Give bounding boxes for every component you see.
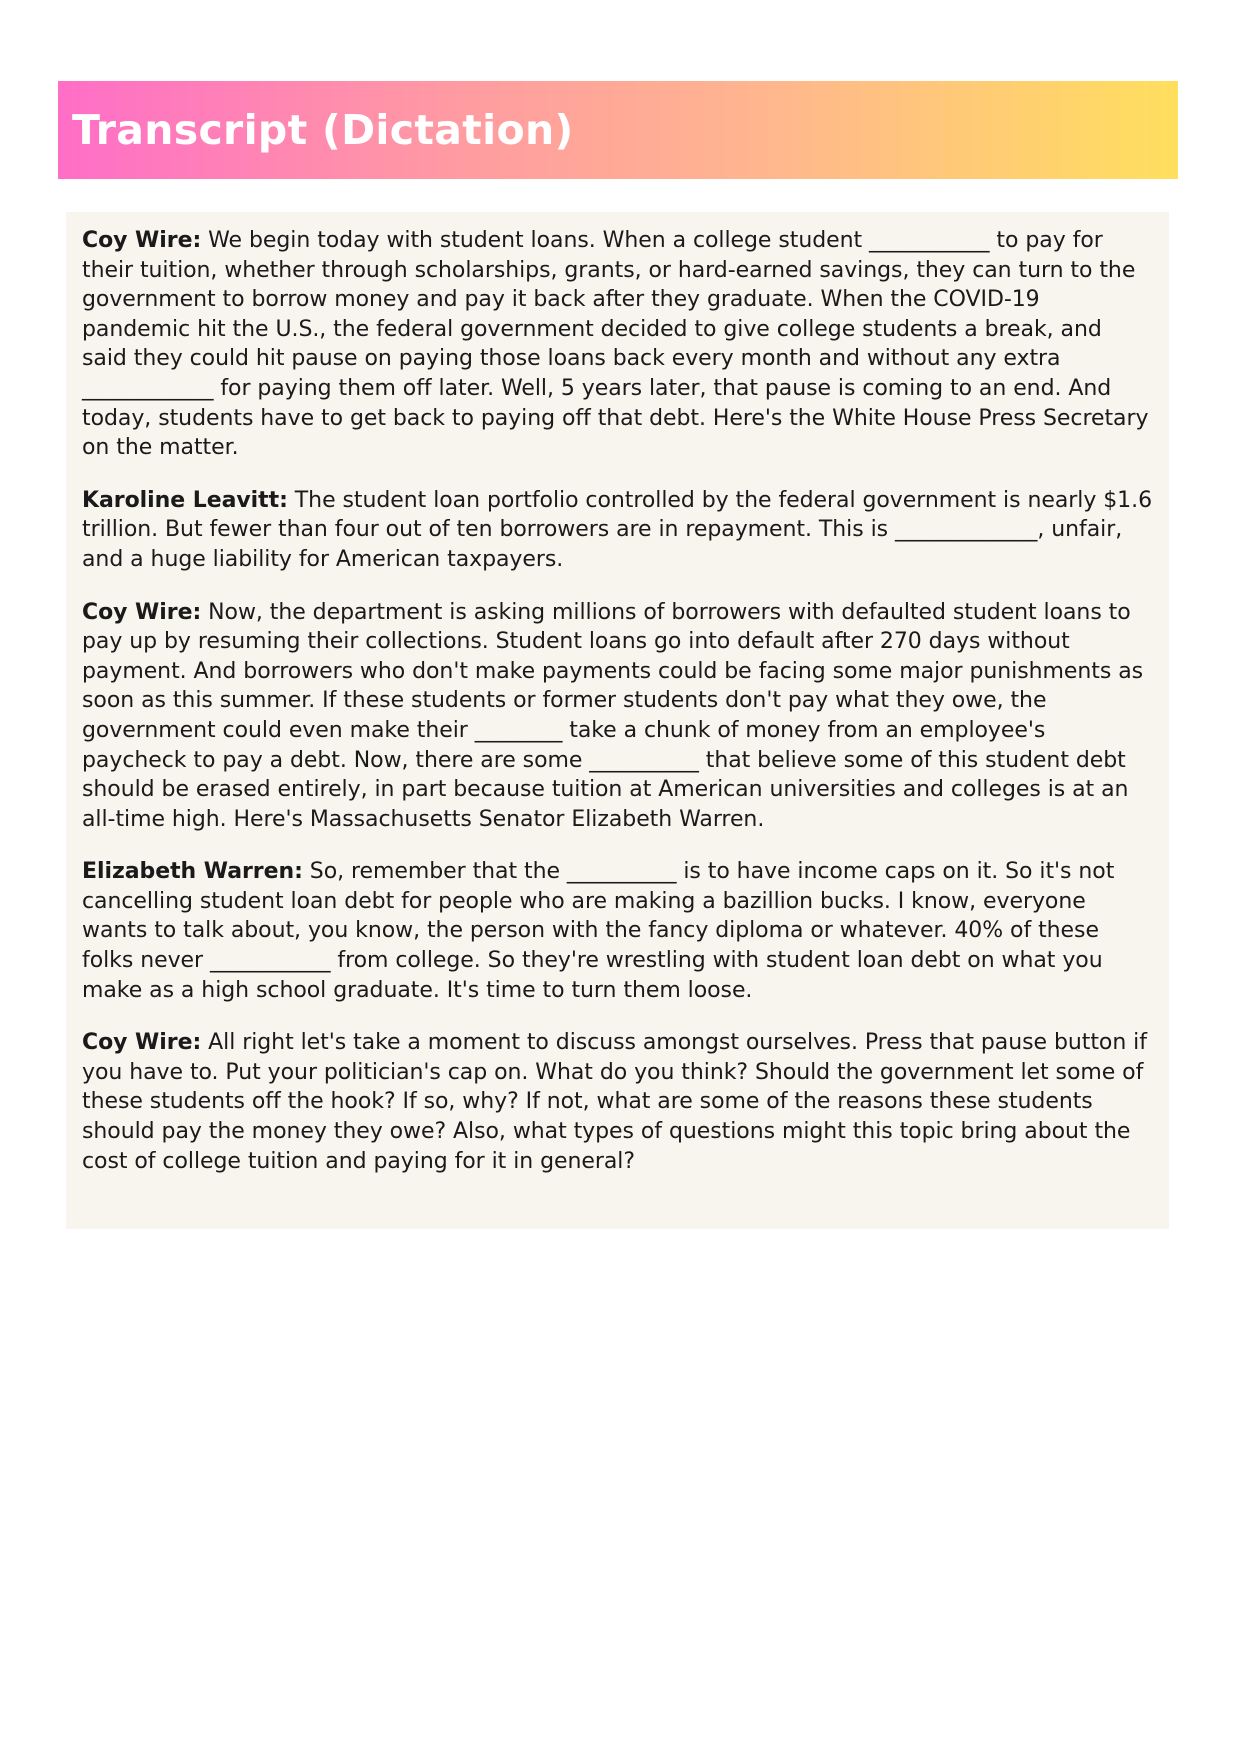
paragraph-text: Now, the department is asking millions of borrowers with defaulted student loans to pay up by resuming their collections. Student loans go into default after 270 days without payment. And borrowers who don't make payments could be facing some major punishments as soon as this summer. If these students or former students don't pay what they owe, the government could even make their ________ take a chunk of money from an employee's paycheck to pay a debt. Now, there are some __________ that believe some of this student debt should be erased entirely, in part because tuition at American universities and colleges is at an all-time high. Here's Massachusetts Senator Elizabeth Warren. [82,599,1144,832]
page-title: Transcript (Dictation) [72,106,574,154]
transcript-header-banner [58,81,1178,179]
paragraph-text: The student loan portfolio controlled by the federal government is nearly $1.6 trillion. But fewer than four out of ten borrowers are in repayment. This is _____________, unfair, and a huge liability for American taxpayers. [82,487,1153,572]
paragraph-text: So, remember that the __________ is to have income caps on it. So it's not cancelling student loan debt for people who are making a bazillion bucks. I know, everyone wants to talk about, you know, the person with the fancy diploma or whatever. 40% of these folks never ___________ from college. So they're wrestling with student loan debt on what you make as a high school graduate. It's time to turn them loose. [82,859,1115,1003]
transcript-paragraph [82,857,1153,1005]
paragraph-text: All right let's take a moment to discuss amongst ourselves. Press that pause button if you have to. Put your politician's cap on. What do you think? Should the government let some of these students off the hook? If so, why? If not, what are some of the reasons these students should pay the money they owe? Also, what types of questions might this topic bring about the cost of college tuition and paying for it in general? [82,1030,1147,1174]
speaker-name: Karoline Leavitt: [82,487,288,513]
transcript-paragraph [82,226,1153,463]
speaker-name: Coy Wire: [82,228,202,253]
speaker-name: Coy Wire: [82,599,202,625]
paragraph-text: We begin today with student loans. When a college student ___________ to pay for their tuition, whether through scholarships, grants, or hard-earned savings, they can turn to the government to borrow money and pay it back after they graduate. When the COVID-19 pandemic hit the U.S., the federal government decided to give college students a break, and said they could hit pause on paying those loans back every month and without any extra ____________ for paying them off later. Well, 5 years later, that pause is coming to an end. And today, students have to get back to paying off that debt. Here's the White House Press Secretary on the matter. [82,228,1149,461]
transcript-paragraph [82,486,1153,575]
transcript-paragraph [82,1028,1153,1176]
speaker-name: Coy Wire: [82,1030,202,1056]
transcript-paragraph [82,598,1153,835]
speaker-name: Elizabeth Warren: [82,859,303,885]
transcript-box [66,212,1169,1229]
